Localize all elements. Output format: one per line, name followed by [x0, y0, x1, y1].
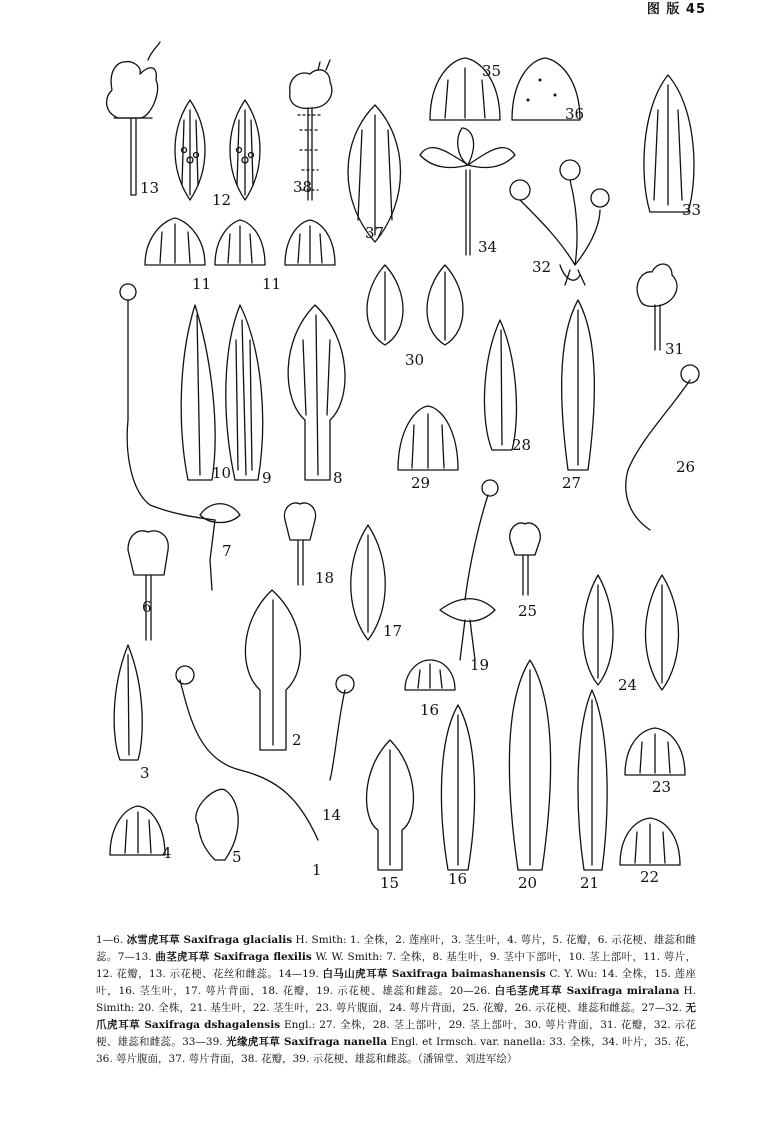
fig25-petal-drawings	[583, 575, 679, 690]
caption-range: 1—6.	[96, 934, 127, 946]
fig15-16-21-22-leaf-drawings	[367, 660, 608, 870]
fig28-leaf-drawing	[562, 300, 595, 470]
fig-label: 6	[142, 598, 152, 616]
fig32-flower-drawing	[637, 264, 677, 350]
plate-header: 图 版 45	[646, 2, 706, 17]
fig-label: 37	[365, 224, 385, 242]
caption-text: H. Smith: 1. 全株，2. 莲座叶，3. 茎生叶，4. 萼片，5. 花瓣，6. 示花梗、雄蕊和雌蕊。7—13.	[96, 934, 696, 963]
fig-label: 15	[380, 874, 400, 892]
fig34-leaf-drawing	[644, 75, 694, 212]
fig-label: 34	[478, 238, 498, 256]
fig-label: 10	[212, 464, 232, 482]
fig29-leaf-drawing	[484, 320, 516, 450]
species-name-latin: Saxifraga baimashanensis	[391, 968, 546, 980]
fig-label: 32	[532, 258, 552, 276]
species-name-latin: Saxifraga miralana	[566, 985, 680, 997]
fig-label: 27	[562, 474, 582, 492]
fig-label: 11	[192, 275, 212, 293]
species-name-cn: 白毛茎虎耳草	[494, 985, 567, 997]
fig-label: 36	[565, 105, 585, 123]
fig11-sepal-drawings	[145, 218, 335, 265]
fig19-flower-drawing	[284, 503, 315, 585]
fig-label: 16	[448, 870, 468, 888]
fig-label: 24	[618, 676, 638, 694]
fig-label: 4	[162, 844, 172, 862]
caption-text: Engl.: 27. 全株，28. 茎上部叶，29. 茎上部叶，30. 萼片背面，31. 花瓣，32. 示花梗、雄蕊和雌蕊。33—39.	[96, 1019, 696, 1048]
fig-label: 35	[482, 62, 502, 80]
fig38-petal-drawing	[348, 105, 401, 242]
fig-label: 25	[518, 602, 538, 620]
fig-label: 22	[640, 868, 660, 886]
fig-label: 23	[652, 778, 672, 796]
fig18-petal-drawing	[351, 525, 386, 640]
fig35-flower-drawing	[420, 128, 515, 255]
fig6-stamen-drawing	[128, 531, 168, 640]
fig-label: 9	[262, 469, 272, 487]
fig4-5-sepal-petal-drawings	[110, 789, 238, 860]
fig-label: 30	[405, 351, 425, 369]
fig36-37-sepal-drawings	[430, 58, 580, 120]
species-name-latin: Saxifraga glacialis	[183, 934, 293, 946]
fig30-sepal-drawing	[398, 406, 458, 470]
fig33-whole-plant-drawing	[510, 160, 609, 285]
fig-label: 28	[512, 436, 532, 454]
fig27-whole-plant-drawing	[626, 365, 699, 530]
figure-caption	[96, 932, 696, 1068]
species-name-cn: 白马山虎耳草	[322, 968, 392, 980]
fig-label: 11	[262, 275, 282, 293]
fig3-leaf-drawing	[114, 645, 142, 760]
fig20-whole-plant-drawing	[440, 480, 498, 660]
species-name-cn: 冰雪虎耳草	[126, 934, 184, 946]
species-name-latin: Saxifraga flexilis	[213, 951, 312, 963]
caption-text: Engl. et Irmsch. var. nanella: 33. 全株，34. 叶片，35. 花，36. 萼片腹面，37. 萼片背面，38. 花瓣，39. 示花梗、雄蕊和雌蕊。（潘锦堂、刘进军绘）	[96, 1036, 697, 1065]
species-name-cn: 无爪虎耳草	[96, 1002, 696, 1031]
species-name-cn: 曲茎虎耳草	[155, 951, 214, 963]
fig2-leaf-drawing	[245, 590, 300, 750]
fig23-24-sepal-drawings	[620, 728, 685, 865]
fig-label: 26	[676, 458, 696, 476]
fig-label: 18	[315, 569, 335, 587]
species-name-latin: Saxifraga nanella	[283, 1036, 388, 1048]
fig-label: 2	[292, 731, 302, 749]
species-name-latin: Saxifraga dshagalensis	[144, 1019, 281, 1031]
caption-text: W. W. Smith: 7. 全株，8. 基生叶，9. 茎中下部叶，10. 茎上部叶，11. 萼片，12. 花瓣，13. 示花梗、花丝和雌蕊。14—19.	[96, 951, 697, 980]
fig-label: 29	[411, 474, 431, 492]
fig-label: 20	[518, 874, 538, 892]
fig-label: 12	[212, 191, 232, 209]
fig-label: 17	[383, 622, 403, 640]
fig-label: 16	[420, 701, 440, 719]
fig-label: 31	[665, 340, 685, 358]
fig26-flower-drawing	[510, 523, 541, 595]
fig31-petal-drawings	[367, 265, 463, 345]
fig8-9-10-leaf-drawings	[181, 305, 345, 480]
fig-label: 8	[333, 469, 343, 487]
fig13-pistil-drawing	[107, 42, 160, 195]
fig12-petal-drawings	[175, 100, 260, 200]
fig-label: 7	[222, 542, 232, 560]
fig-label: 33	[682, 201, 702, 219]
fig-label: 21	[580, 874, 600, 892]
fig17-sepal-drawing	[405, 660, 455, 690]
fig-label: 3	[140, 764, 150, 782]
fig-label: 38	[293, 178, 313, 196]
fig-label: 5	[232, 848, 242, 866]
fig-label: 13	[140, 179, 160, 197]
fig-label: 1	[312, 861, 322, 879]
caption-text: C. Y. Wu: 14. 全株，15. 莲座叶，16. 茎生叶，17. 萼片背面，18. 花瓣，19. 示花梗、雄蕊和雌蕊。20—26.	[96, 968, 696, 997]
figure-number-labels	[140, 62, 701, 892]
species-name-cn: 光缘虎耳草	[226, 1036, 284, 1048]
fig-label: 14	[322, 806, 342, 824]
caption-text: H. Simith: 20. 全株，21. 基生叶，22. 茎生叶，23. 萼片腹面，24. 萼片背面，25. 花瓣，26. 示花梗、雄蕊和雌蕊。27—32.	[96, 985, 696, 1014]
fig-label: 19	[470, 656, 490, 674]
